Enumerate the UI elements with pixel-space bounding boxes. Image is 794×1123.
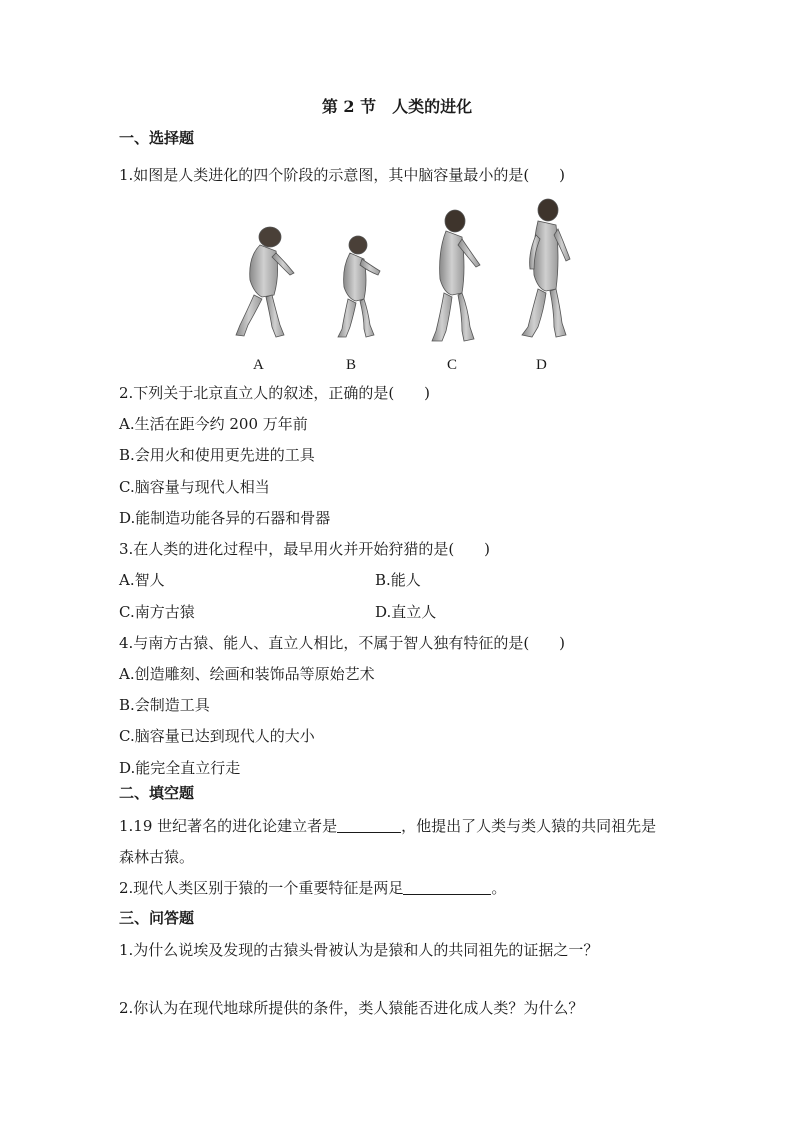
fill-1-blank[interactable] xyxy=(337,816,401,833)
essay-question-1: 1.为什么说埃及发现的古猿头骨被认为是猿和人的共同祖先的证据之一？ xyxy=(119,941,599,959)
fill-2-text-before: 2.现代人类区别于猿的一个重要特征是两足 xyxy=(119,879,404,897)
evolution-stage-d xyxy=(522,199,570,337)
question-3: 3.在人类的进化过程中，最早用火并开始狩猎的是( ) xyxy=(119,540,491,558)
fill-question-1-continued: 森林古猿。 xyxy=(119,848,195,866)
q3-option-d: D.直立人 xyxy=(375,603,437,621)
fill-2-blank[interactable] xyxy=(403,878,491,895)
page-title: 第 2 节 人类的进化 xyxy=(321,97,473,116)
figure-label-d: D xyxy=(536,357,547,373)
question-4: 4.与南方古猿、能人、直立人相比，不属于智人独有特征的是( ) xyxy=(119,634,566,652)
human-evolution-figure xyxy=(210,195,590,375)
fill-question-1 xyxy=(119,816,656,836)
q4-option-a: A.创造雕刻、绘画和装饰品等原始艺术 xyxy=(119,665,375,683)
question-1: 1.如图是人类进化的四个阶段的示意图，其中脑容量最小的是( ) xyxy=(119,166,566,184)
fill-2-text-after: 。 xyxy=(491,879,507,897)
essay-question-2: 2.你认为在现代地球所提供的条件，类人猿能否进化成人类？为什么？ xyxy=(119,999,584,1017)
question-2: 2.下列关于北京直立人的叙述，正确的是( ) xyxy=(119,384,431,402)
q2-option-b: B.会用火和使用更先进的工具 xyxy=(119,446,315,464)
fill-1-text-after: ，他提出了人类与类人猿的共同祖先是 xyxy=(401,817,657,835)
q3-option-c: C.南方古猿 xyxy=(119,603,195,621)
evolution-stage-a xyxy=(236,227,294,337)
q3-option-a: A.智人 xyxy=(119,571,165,589)
q2-option-a: A.生活在距今约 200 万年前 xyxy=(119,415,308,433)
q4-option-c: C.脑容量已达到现代人的大小 xyxy=(119,727,315,745)
fill-1-text-before: 1.19 世纪著名的进化论建立者是 xyxy=(119,817,338,835)
q2-option-d: D.能制造功能各异的石器和骨器 xyxy=(119,509,331,527)
figure-label-c: C xyxy=(447,357,458,373)
q4-option-b: B.会制造工具 xyxy=(119,696,210,714)
q2-option-c: C.脑容量与现代人相当 xyxy=(119,478,270,496)
figure-label-a: A xyxy=(253,357,264,373)
section-heading-essay: 三、问答题 xyxy=(119,909,195,927)
fill-question-2 xyxy=(119,878,506,898)
evolution-stage-c xyxy=(432,210,480,341)
section-heading-choice: 一、选择题 xyxy=(119,129,195,147)
section-heading-fill: 二、填空题 xyxy=(119,784,195,802)
evolution-stage-b xyxy=(338,236,380,337)
q3-option-b: B.能人 xyxy=(375,571,421,589)
figure-label-b: B xyxy=(346,357,357,373)
q4-option-d: D.能完全直立行走 xyxy=(119,759,241,777)
